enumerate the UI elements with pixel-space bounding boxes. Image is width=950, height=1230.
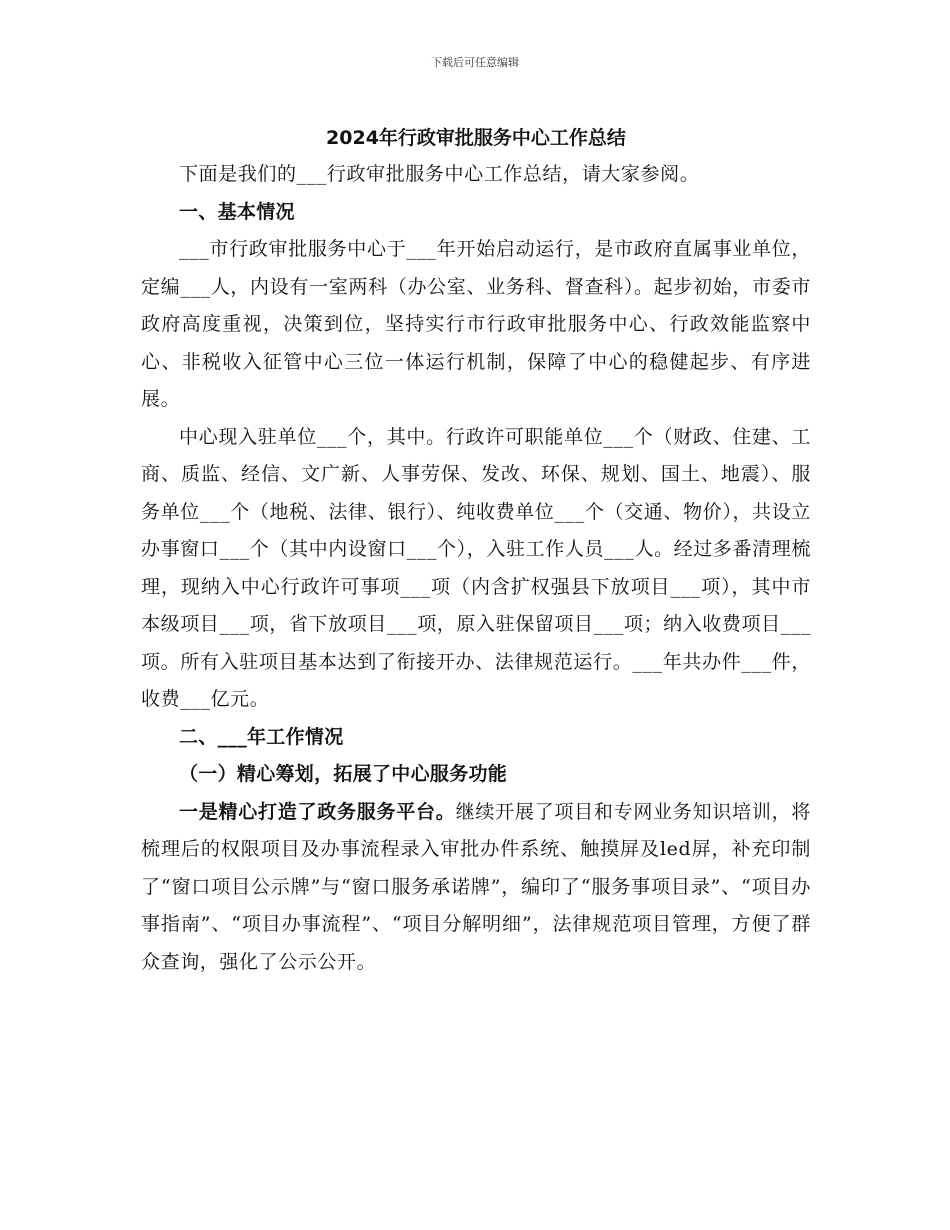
header-note: 下载后可任意编辑 [431,56,519,69]
intro-paragraph: 下面是我们的___行政审批服务中心工作总结，请大家参阅。 [179,163,700,185]
paragraph-platform [141,794,811,982]
paragraph-body: 继续开展了项目和专网业务知识培训，将梳理后的权限项目及办事流程录入审批办件系统、触摸屏及led屏，补充印制了“窗口项目公示牌”与“窗口服务承诺牌”，编印了“服务事项目录”、“项目办事指南”、“项目办事流程”、“项目分解明细”，法律规范项目管理，方便了群众查询，强化了公示公开。 [141,800,811,973]
paragraph-basic-info: ___市行政审批服务中心于___年开始启动运行，是市政府直属事业单位，定编___人，内设有一室两科（办公室、业务科、督查科）。起步初始，市委市政府高度重视，决策到位，坚持实行市行政审批服务中心、行政效能监察中心、非税收入征管中心三位一体运行机制，保障了中心的稳健起步、有序进展。 [141,238,811,410]
paragraph-lead: 一是精心打造了政务服务平台。 [179,800,456,823]
paragraph-units: 中心现入驻单位___个，其中。行政许可职能单位___个（财政、住建、工商、质监、经信、文广新、人事劳保、发改、环保、规划、国土、地震）、服务单位___个（地税、法律、银行）、纯收费单位___个（交通、物价），共设立办事窗口___个（其中内设窗口___个），入驻工作人员___人。经过多番清理梳理，现纳入中心行政许可事项___项（内含扩权强县下放项目___项），其中市本级项目___项，省下放项目___项，原入驻保留项目___项；纳入收费项目___项。所有入驻项目基本达到了衔接开办、法律规范运行。___年共办件___件，收费___亿元。 [141,425,812,710]
section-heading-basic: 一、基本情况 [179,200,295,223]
section-heading-work: 二、___年工作情况 [179,725,344,748]
subsection-heading-planning: （一）精心筹划，拓展了中心服务功能 [179,763,508,785]
document-body [141,118,811,981]
document-title: 2024年行政审批服务中心工作总结 [326,127,626,149]
